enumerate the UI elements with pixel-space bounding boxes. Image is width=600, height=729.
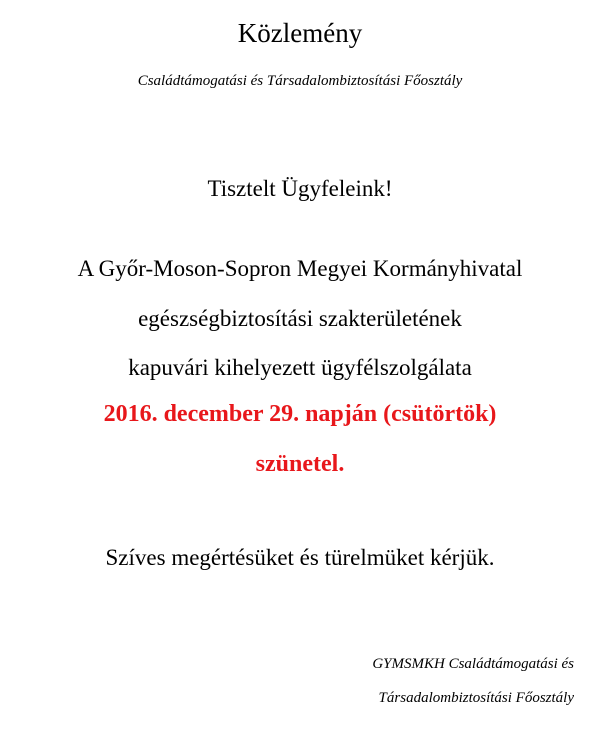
- department-subtitle: Családtámogatási és Társadalombiztosítási Főosztály: [137, 73, 463, 89]
- notice-line-3: kapuvári kihelyezett ügyfélszolgálata: [128, 355, 472, 380]
- greeting: Tisztelt Ügyfeleink!: [207, 176, 393, 201]
- closure-date: 2016. december 29. napján (csütörtök): [103, 401, 497, 427]
- closure-status: szünetel.: [255, 451, 345, 477]
- closing-request: Szíves megértésüket és türelmüket kérjük.: [105, 545, 495, 570]
- notice-line-1: A Győr-Moson-Sopron Megyei Kormányhivatal: [77, 256, 523, 281]
- notice-line-2: egészségbiztosítási szakterületének: [138, 306, 462, 331]
- signature-line-1: GYMSMKH Családtámogatási és: [372, 656, 574, 672]
- page-title: Közlemény: [237, 18, 363, 48]
- signature-line-2: Társadalombiztosítási Főosztály: [378, 690, 574, 706]
